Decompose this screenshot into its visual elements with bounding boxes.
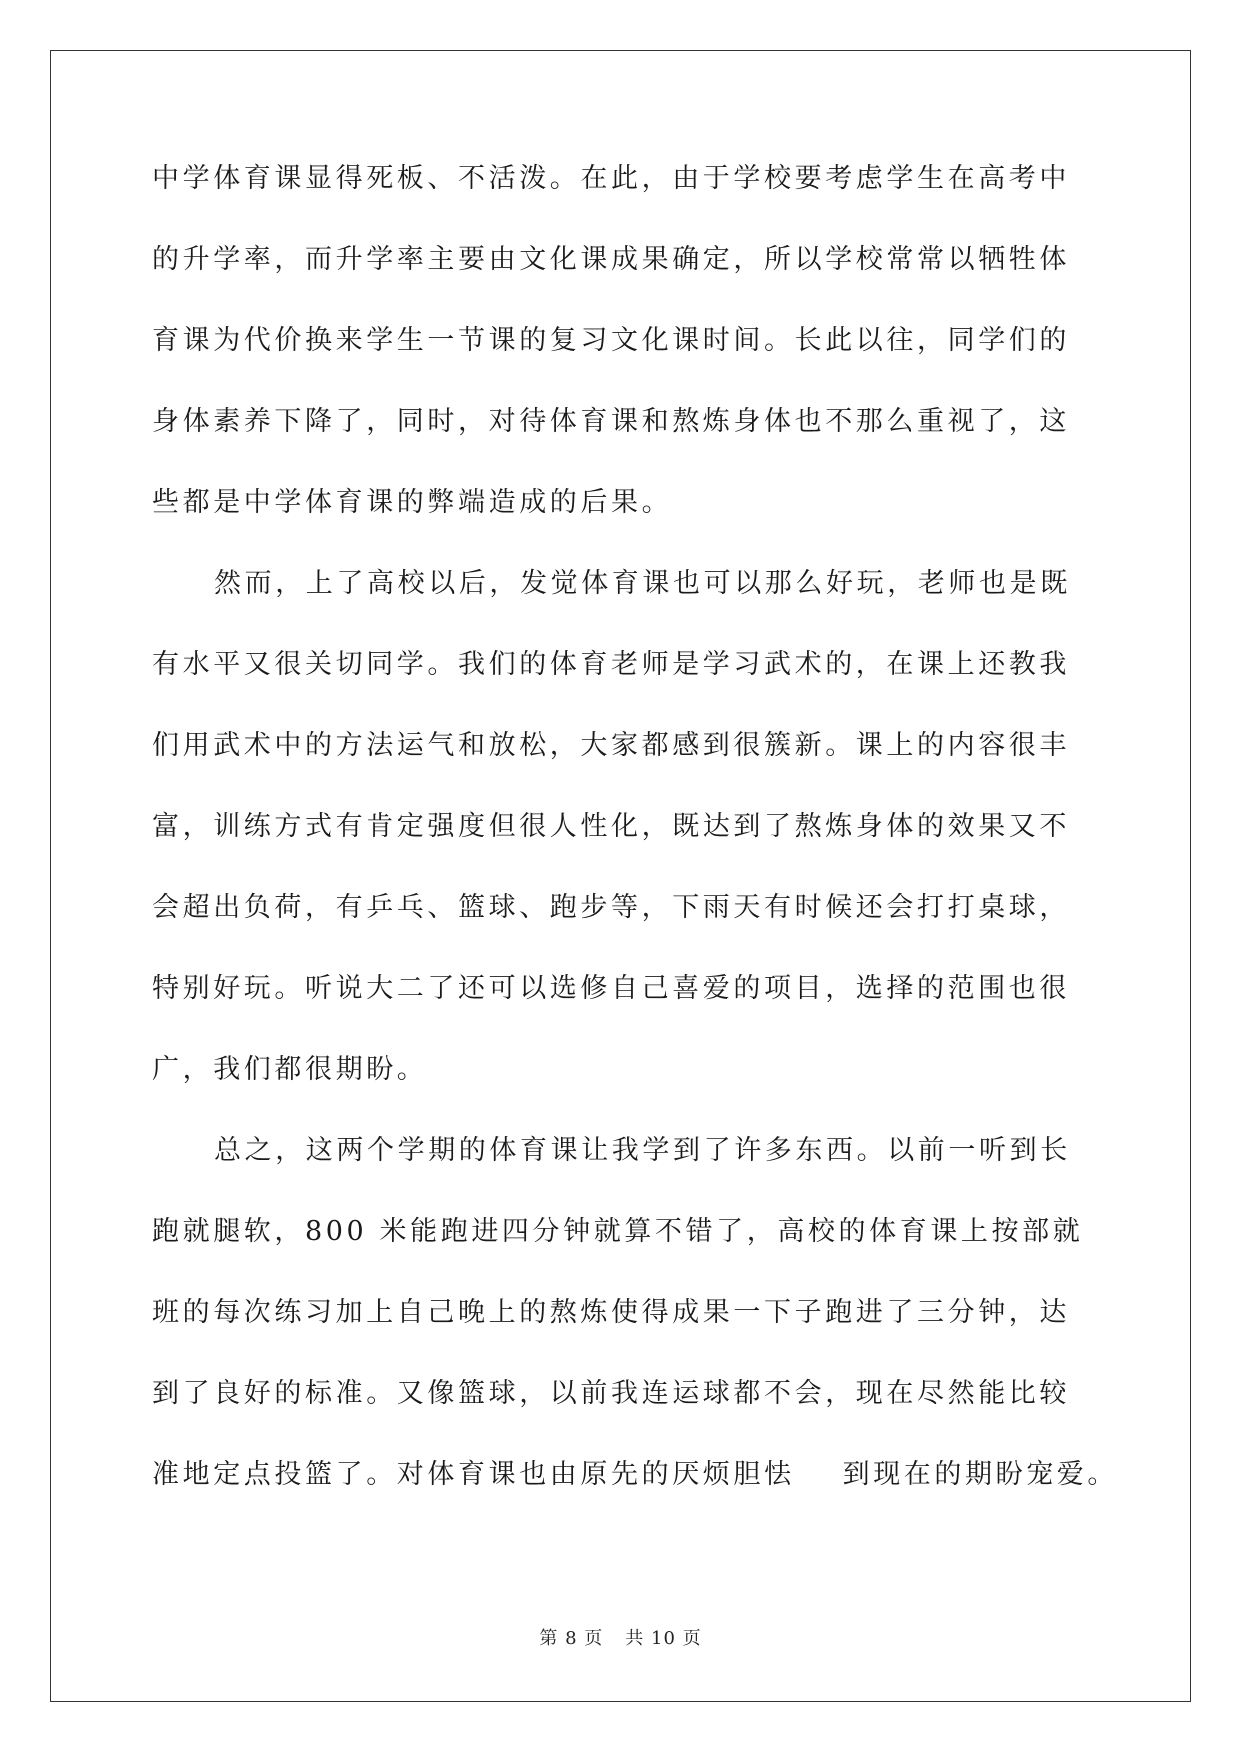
text-line: 身体素养下降了，同时，对待体育课和熬炼身体也不那么重视了，这: [152, 406, 1070, 437]
text-line: 的升学率，而升学率主要由文化课成果确定，所以学校常常以牺牲体: [152, 244, 1070, 275]
text-line: 中学体育课显得死板、不活泼。在此，由于学校要考虑学生在高考中: [152, 163, 1070, 194]
text-line: 们用武术中的方法运气和放松，大家都感到很簇新。课上的内容很丰: [152, 730, 1070, 761]
text-line: 会超出负荷，有乒乓、篮球、跑步等，下雨天有时候还会打打桌球，: [152, 892, 1070, 923]
text-line-last: [152, 1457, 1119, 1538]
text-line-last-part1: 准地定点投篮了。对体育课也由原先的厌烦胆怯: [152, 1459, 795, 1490]
total-pages: 共 10 页: [625, 1628, 702, 1649]
document-body: [152, 161, 1119, 1538]
text-line: 些都是中学体育课的弊端造成的后果。: [152, 487, 673, 518]
text-line-last-part2: 到现在的期盼宠爱。: [842, 1459, 1119, 1490]
text-line: 跑就腿软，800 米能跑进四分钟就算不错了，高校的体育课上按部就: [152, 1216, 1084, 1247]
text-line: 有水平又很关切同学。我们的体育老师是学习武术的，在课上还教我: [152, 649, 1070, 680]
current-page-number: 第 8 页: [539, 1628, 604, 1649]
paragraph-start-line: 总之，这两个学期的体育课让我学到了许多东西。以前一听到长: [214, 1135, 1071, 1166]
text-line: 富，训练方式有肯定强度但很人性化，既达到了熬炼身体的效果又不: [152, 811, 1070, 842]
text-line: 班的每次练习加上自己晚上的熬炼使得成果一下子跑进了三分钟，达: [152, 1297, 1070, 1328]
text-line: 育课为代价换来学生一节课的复习文化课时间。长此以往，同学们的: [152, 325, 1070, 356]
page-footer: [0, 1624, 1241, 1650]
text-line: 到了良好的标准。又像篮球，以前我连运球都不会，现在尽然能比较: [152, 1378, 1070, 1409]
text-line: 广，我们都很期盼。: [152, 1054, 428, 1085]
text-line: 特别好玩。听说大二了还可以选修自己喜爱的项目，选择的范围也很: [152, 973, 1070, 1004]
paragraph-start-line: 然而，上了高校以后，发觉体育课也可以那么好玩，老师也是既: [214, 568, 1071, 599]
